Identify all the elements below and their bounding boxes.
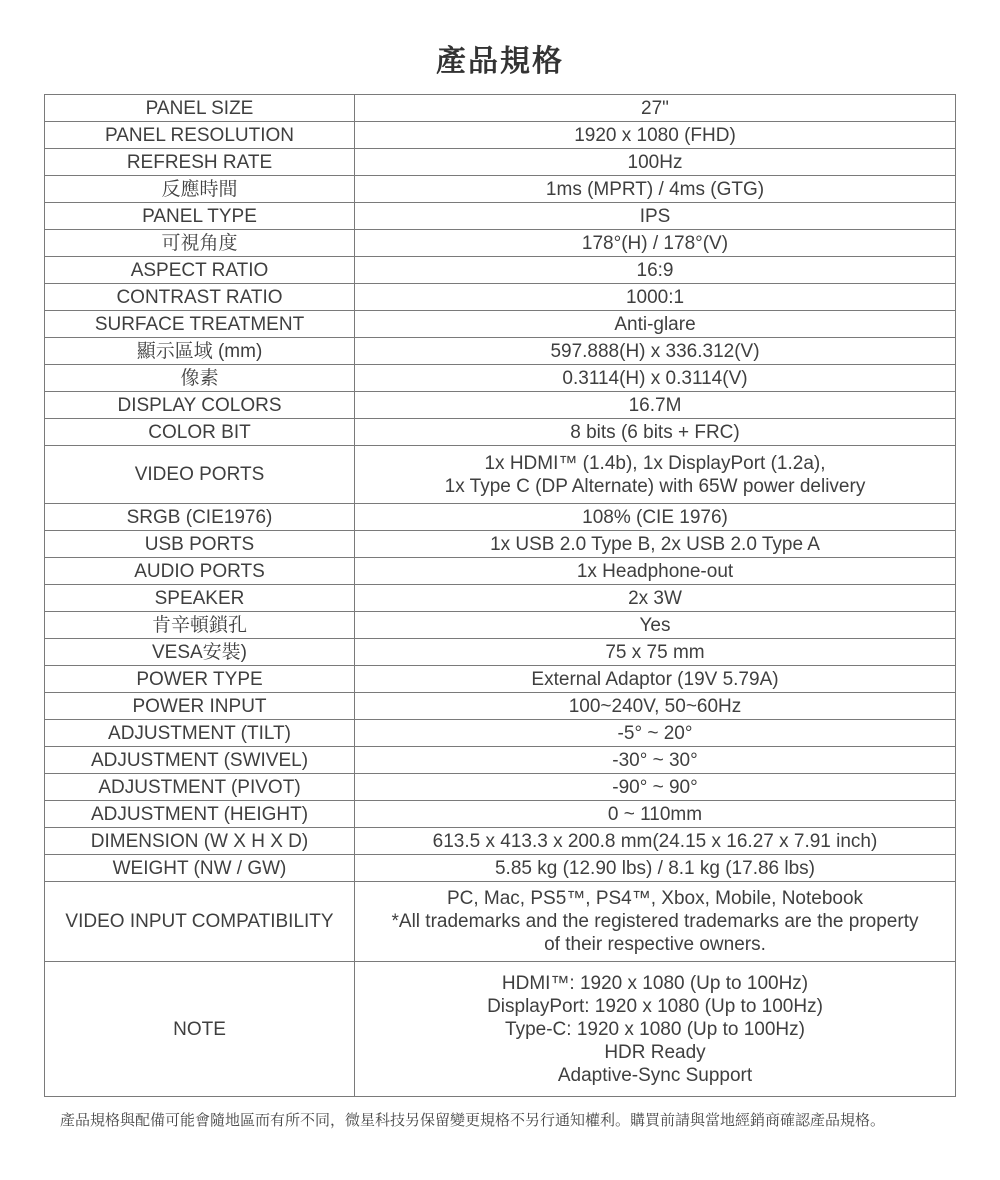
spec-value: 2x 3W [355,585,956,612]
spec-row-audio-ports [45,558,956,585]
spec-value: IPS [355,203,956,230]
spec-label: PANEL TYPE [45,203,355,230]
spec-value: 75 x 75 mm [355,639,956,666]
spec-value: 8 bits (6 bits + FRC) [355,419,956,446]
spec-value: 178°(H) / 178°(V) [355,230,956,257]
spec-label: 顯示區域 (mm) [45,338,355,365]
page-title: 產品規格 [436,45,564,78]
spec-label: NOTE [45,962,355,1097]
spec-value: 108% (CIE 1976) [355,504,956,531]
spec-row-adjustment-height [45,801,956,828]
spec-value: 597.888(H) x 336.312(V) [355,338,956,365]
spec-row-adjustment-tilt [45,720,956,747]
spec-row-response-time [45,176,956,203]
spec-label: CONTRAST RATIO [45,284,355,311]
spec-label: 像素 [45,365,355,392]
spec-value: 0.3114(H) x 0.3114(V) [355,365,956,392]
disclaimer-footnote: 產品規格與配備可能會隨地區而有所不同，微星科技另保留變更規格不另行通知權利。購買前請與當地經銷商確認產品規格。 [60,1112,886,1129]
spec-value: -90° ~ 90° [355,774,956,801]
spec-label: ASPECT RATIO [45,257,355,284]
spec-row-display-area [45,338,956,365]
spec-value: 613.5 x 413.3 x 200.8 mm(24.15 x 16.27 x 7.91 inch) [355,828,956,855]
spec-label: 可視角度 [45,230,355,257]
spec-label: USB PORTS [45,531,355,558]
spec-label: AUDIO PORTS [45,558,355,585]
spec-value: 1x USB 2.0 Type B, 2x USB 2.0 Type A [355,531,956,558]
spec-row-kensington-lock [45,612,956,639]
spec-label: COLOR BIT [45,419,355,446]
spec-value: 1x Headphone-out [355,558,956,585]
spec-row-display-colors [45,392,956,419]
spec-row-video-ports [45,446,956,504]
spec-label: SURFACE TREATMENT [45,311,355,338]
spec-value: External Adaptor (19V 5.79A) [355,666,956,693]
spec-row-viewing-angle [45,230,956,257]
spec-row-srgb [45,504,956,531]
spec-value: 27" [355,95,956,122]
spec-value: 0 ~ 110mm [355,801,956,828]
spec-label: PANEL SIZE [45,95,355,122]
spec-value: 100~240V, 50~60Hz [355,693,956,720]
spec-row-vesa [45,639,956,666]
spec-row-surface-treatment [45,311,956,338]
spec-label: POWER INPUT [45,693,355,720]
spec-label: WEIGHT (NW / GW) [45,855,355,882]
spec-value: 1ms (MPRT) / 4ms (GTG) [355,176,956,203]
spec-value: -5° ~ 20° [355,720,956,747]
spec-label: VIDEO INPUT COMPATIBILITY [45,882,355,962]
spec-row-pixel-pitch [45,365,956,392]
spec-row-video-input-compatibility [45,882,956,962]
spec-row-speaker [45,585,956,612]
spec-value: Anti-glare [355,311,956,338]
spec-label: SPEAKER [45,585,355,612]
spec-value: 16:9 [355,257,956,284]
spec-label: ADJUSTMENT (SWIVEL) [45,747,355,774]
spec-label: POWER TYPE [45,666,355,693]
spec-row-adjustment-pivot [45,774,956,801]
spec-row-weight [45,855,956,882]
spec-value: 16.7M [355,392,956,419]
spec-value: HDMI™: 1920 x 1080 (Up to 100Hz) DisplayPort: 1920 x 1080 (Up to 100Hz) Type-C: 1920 x 1080 (Up to 100Hz) HDR Ready Adaptive-Sync Support [355,962,956,1097]
spec-value: -30° ~ 30° [355,747,956,774]
spec-value: 1x HDMI™ (1.4b), 1x DisplayPort (1.2a), 1x Type C (DP Alternate) with 65W power delivery [355,446,956,504]
spec-row-refresh-rate [45,149,956,176]
spec-value: 1920 x 1080 (FHD) [355,122,956,149]
spec-row-power-input [45,693,956,720]
spec-label: VIDEO PORTS [45,446,355,504]
spec-row-usb-ports [45,531,956,558]
spec-label: DIMENSION (W X H X D) [45,828,355,855]
spec-label: ADJUSTMENT (PIVOT) [45,774,355,801]
spec-row-panel-resolution [45,122,956,149]
spec-row-panel-type [45,203,956,230]
spec-label: REFRESH RATE [45,149,355,176]
spec-value: 100Hz [355,149,956,176]
spec-value: 1000:1 [355,284,956,311]
spec-label: ADJUSTMENT (HEIGHT) [45,801,355,828]
spec-row-panel-size [45,95,956,122]
spec-row-dimension [45,828,956,855]
spec-table [44,94,956,1097]
spec-row-note [45,962,956,1097]
spec-value: PC, Mac, PS5™, PS4™, Xbox, Mobile, Notebook *All trademarks and the registered trademarks are the property of their respective owners. [355,882,956,962]
spec-label: DISPLAY COLORS [45,392,355,419]
spec-value: Yes [355,612,956,639]
spec-row-aspect-ratio [45,257,956,284]
spec-row-contrast-ratio [45,284,956,311]
spec-value: 5.85 kg (12.90 lbs) / 8.1 kg (17.86 lbs) [355,855,956,882]
spec-label: SRGB (CIE1976) [45,504,355,531]
spec-label: 肯辛頓鎖孔 [45,612,355,639]
spec-label: VESA安裝) [45,639,355,666]
spec-row-adjustment-swivel [45,747,956,774]
spec-label: ADJUSTMENT (TILT) [45,720,355,747]
spec-row-power-type [45,666,956,693]
spec-label: PANEL RESOLUTION [45,122,355,149]
spec-label: 反應時間 [45,176,355,203]
spec-row-color-bit [45,419,956,446]
